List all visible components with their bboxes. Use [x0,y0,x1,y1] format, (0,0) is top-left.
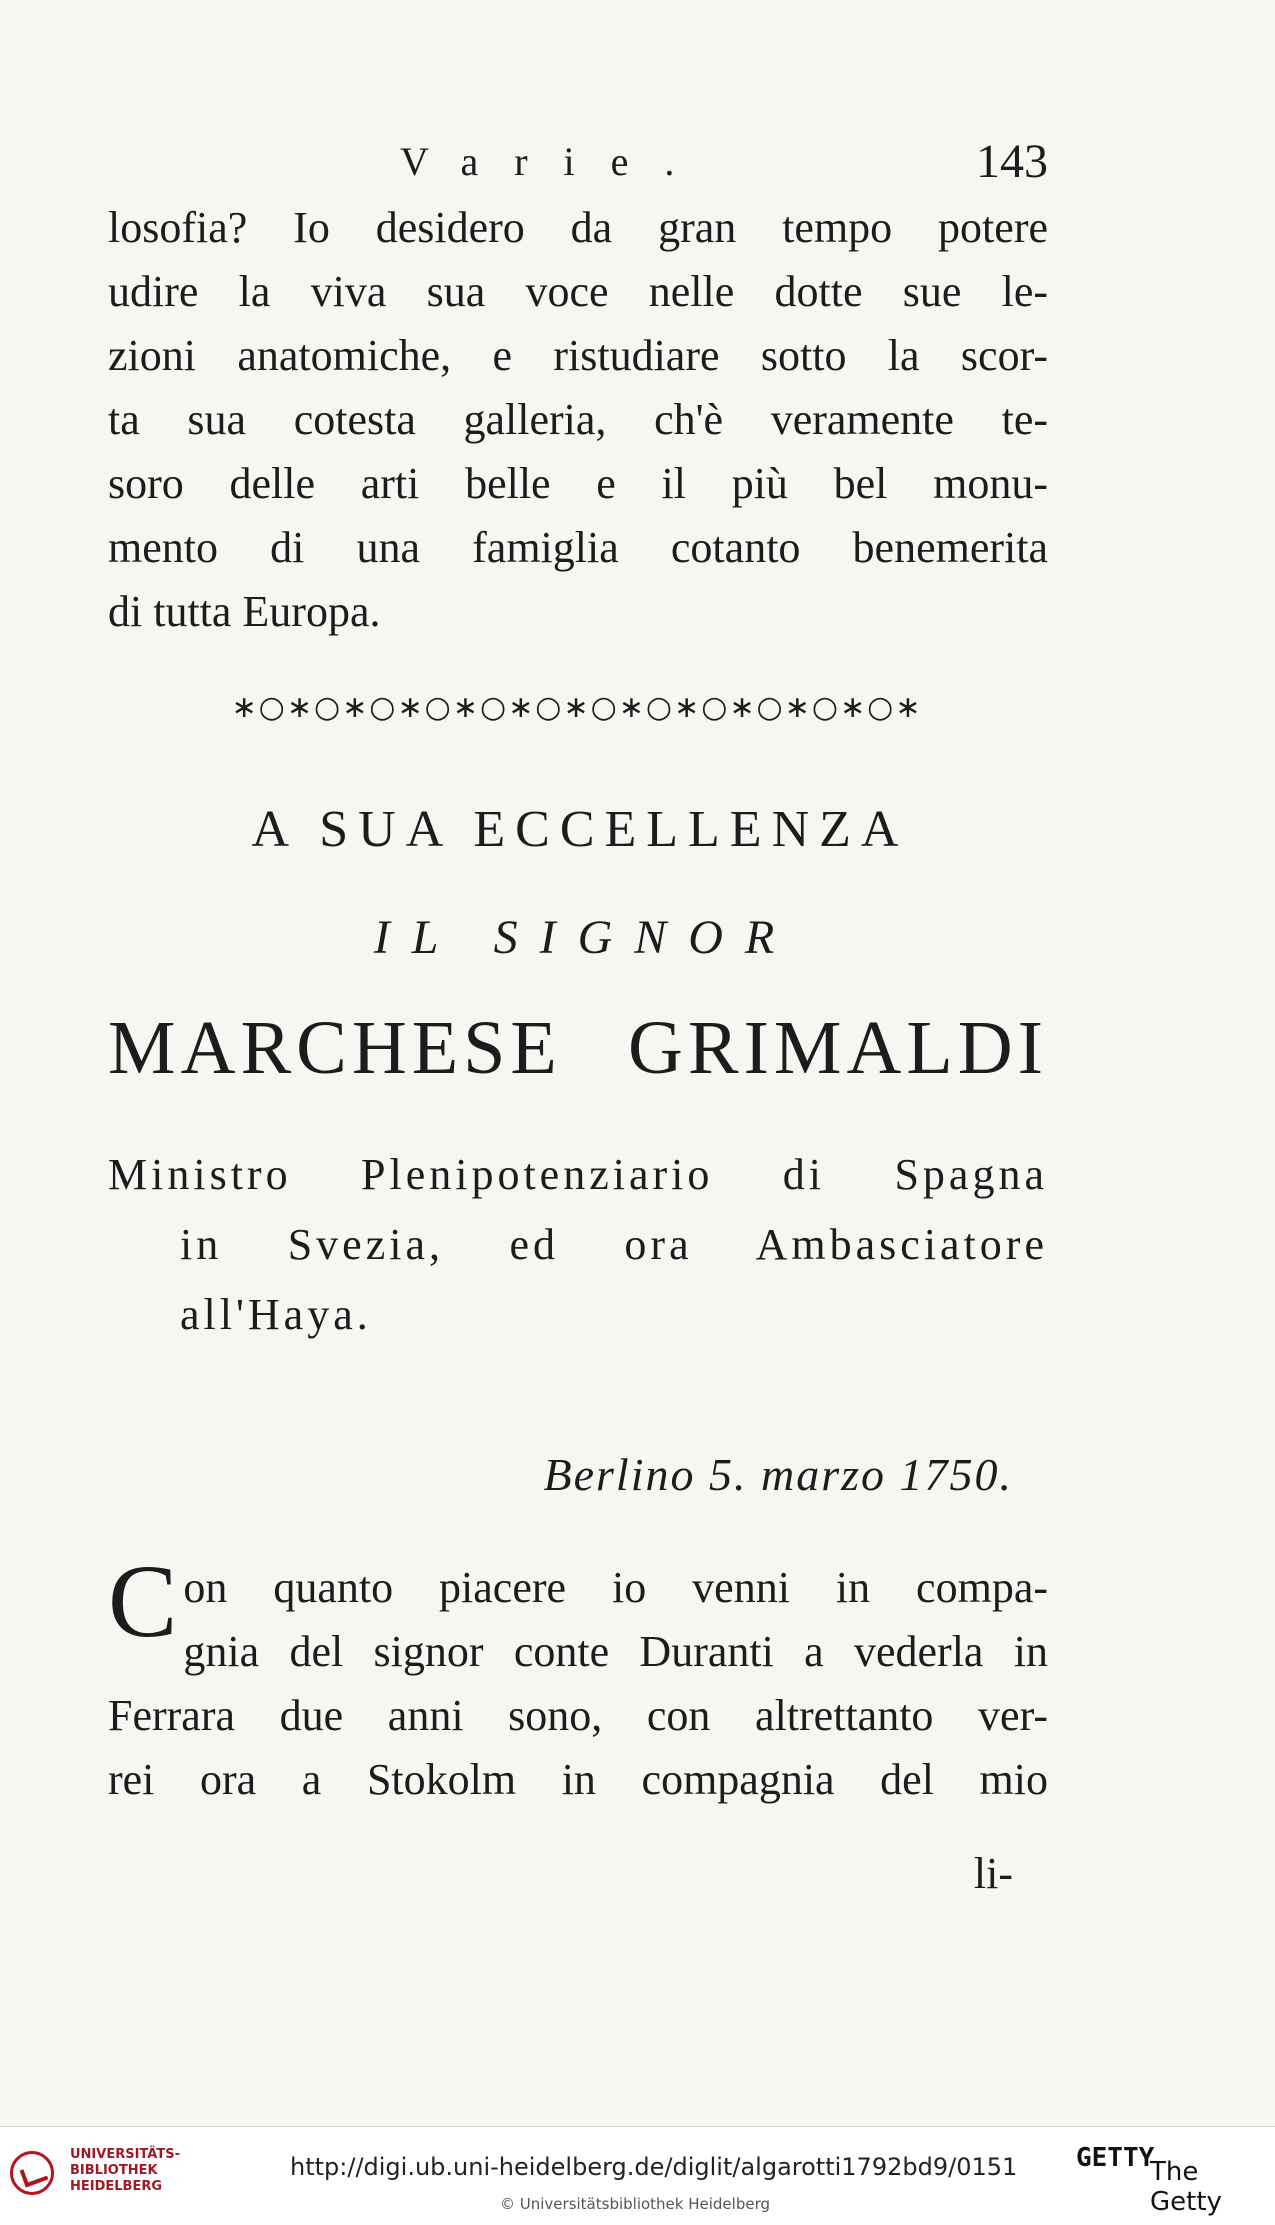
ornamental-divider: ∗○∗○∗○∗○∗○∗○∗○∗○∗○∗○∗○∗○∗ [231,690,923,725]
dedication-line-1: A SUA ECCELLENZA [251,801,909,858]
text-line: di tutta Europa. [108,587,381,636]
text-line: mento di una famiglia cotanto benemerita [108,523,1048,572]
permalink-url[interactable]: http://digi.ub.uni-heidelberg.de/diglit/algarotti1792bd9/0151 [290,2153,1018,2181]
library-logo[interactable] [10,2147,180,2207]
dedication-titles [108,1140,1048,1350]
library-name: UNIVERSITÄTS- BIBLIOTHEK HEIDELBERG [70,2147,180,2194]
running-title: Varie. [400,139,711,184]
text-line: zioni anatomiche, e ristudiare sotto la scor- [108,331,1048,380]
viewer-footer [0,2126,1275,2225]
letter-paragraph [108,1544,1048,1812]
dedication-line-2: IL SIGNOR [373,911,797,964]
text-line: ta sua cotesta galleria, ch'è veramente te- [108,395,1048,444]
text-line: udire la viva sua voce nelle dotte sue le- [108,267,1048,316]
paragraph-continued [108,196,1048,644]
copyright-notice: © Universitätsbibliothek Heidelberg [500,2195,771,2213]
title-line: Ministro Plenipotenziario di Spagna [108,1150,1048,1199]
getty-name[interactable]: The Getty [1150,2157,1222,2217]
text-line: Ferrara due anni sono, con altrettanto ver- [108,1691,1048,1740]
title-line: in Svezia, ed ora Ambasciatore [180,1220,1048,1269]
text-line: losofia? Io desidero da gran tempo potere [108,203,1048,252]
library-emblem-icon [10,2151,54,2195]
drop-cap: C [108,1544,178,1659]
text-line: on quanto piacere io venni in compa- [183,1563,1048,1612]
page-number: 143 [976,135,1048,188]
getty-logo[interactable]: GETTY [1076,2143,1155,2173]
text-line: gnia del signor conte Duranti a vederla in [183,1627,1048,1676]
dateline: Berlino 5. marzo 1750. [543,1449,1013,1500]
dedication-name: MARCHESE GRIMALDI [108,1006,1048,1090]
text-line: rei ora a Stokolm in compagnia del mio [108,1755,1048,1804]
text-line: soro delle arti belle e il più bel monu- [108,459,1048,508]
catchword: li- [973,1849,1013,1898]
title-line: all'Haya. [180,1290,372,1339]
